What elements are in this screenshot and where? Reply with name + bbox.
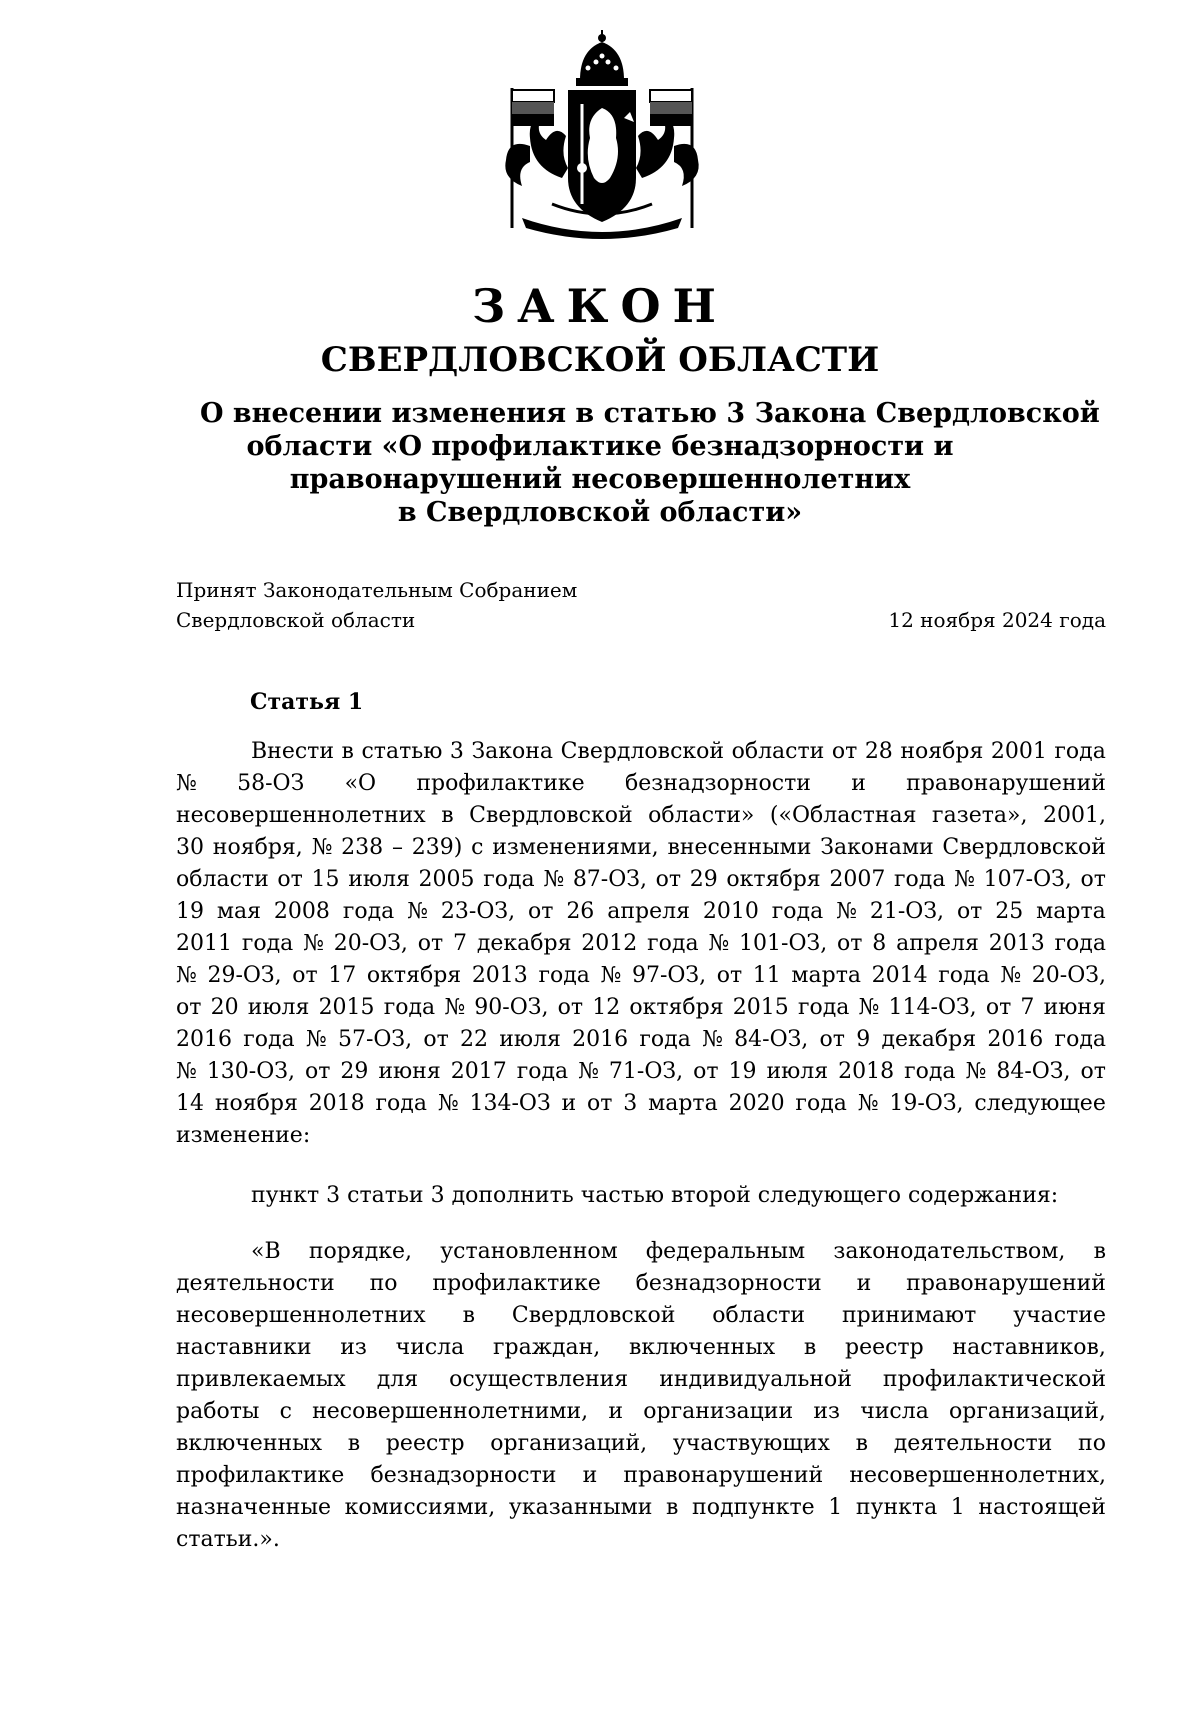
word: 17 (328, 963, 357, 988)
word: от (956, 899, 983, 924)
word: 20-ОЗ, (333, 931, 408, 956)
word: в (803, 1335, 817, 1360)
word: года (538, 963, 590, 988)
word: марта (791, 963, 862, 988)
paragraph-line (176, 1180, 1106, 1212)
word: Свердловской (511, 1303, 676, 1328)
word: 3 (623, 1091, 638, 1116)
word: участие (1013, 1303, 1106, 1328)
word: реестр (844, 1335, 924, 1360)
word: № (600, 963, 622, 988)
word: года (797, 995, 850, 1020)
word: статью (361, 739, 443, 764)
word: организации (643, 1399, 794, 1424)
word: № (702, 1027, 723, 1052)
word: 7 (453, 931, 467, 956)
word: установленном (440, 1239, 618, 1264)
adopted-date: 12 ноября 2024 года (888, 608, 1106, 632)
word: 2005 (418, 867, 475, 892)
word: 2018 (838, 1059, 895, 1084)
word: несовершеннолетних, (849, 1463, 1106, 1488)
word: 20 (210, 995, 239, 1020)
word: 1 (828, 1495, 843, 1520)
word: пункта (855, 1495, 938, 1520)
word: года (383, 995, 436, 1020)
word: от (655, 867, 682, 892)
word: декабря (881, 1027, 977, 1052)
word: от (557, 995, 584, 1020)
word: 14 (176, 1091, 204, 1116)
word: области (731, 739, 825, 764)
word: 114-ОЗ, (888, 995, 977, 1020)
word: комиссиями, (344, 1495, 496, 1520)
word: 3 (449, 739, 464, 764)
word: («Областная (769, 803, 917, 828)
word: 22 (460, 1027, 489, 1052)
word: в (341, 739, 354, 764)
paragraph-line (176, 1492, 1106, 1524)
word: деятельности (176, 1271, 335, 1296)
paragraph-line (176, 960, 1106, 992)
word: ноября, (212, 835, 303, 860)
word: законодательством, (833, 1239, 1066, 1264)
word: 101-ОЗ, (739, 931, 828, 956)
word: № (543, 867, 565, 892)
word: 29 (340, 1059, 369, 1084)
word: несовершеннолетними, (312, 1399, 589, 1424)
article-paragraph-2 (176, 1180, 1106, 1212)
word: июня (1043, 995, 1106, 1020)
paragraph-line (176, 1396, 1106, 1428)
word: 134-ОЗ (469, 1091, 551, 1116)
word: года (516, 1059, 569, 1084)
word: «В (251, 1239, 281, 1264)
word: участвующих (672, 1431, 830, 1456)
word: и (561, 1091, 577, 1116)
word: области» (648, 803, 755, 828)
word: года (483, 867, 535, 892)
word: года (241, 931, 294, 956)
word: апреля (896, 931, 979, 956)
word: 20-ОЗ, (1031, 963, 1106, 988)
word: июля (247, 995, 310, 1020)
word: из (813, 1399, 840, 1424)
word: внесенными (667, 835, 812, 860)
word: 2010 (702, 899, 759, 924)
word: от (837, 931, 863, 956)
word: года (795, 1091, 847, 1116)
word: настоящей (978, 1495, 1106, 1520)
word: правонарушений (623, 1463, 824, 1488)
word: № (858, 995, 880, 1020)
word: организаций, (949, 1399, 1106, 1424)
word: 7 (1020, 995, 1035, 1020)
word: мая (216, 899, 262, 924)
word: Свердловской (942, 835, 1106, 860)
law-name (200, 397, 1100, 529)
paragraph-line (176, 1120, 1106, 1152)
paragraph-line (176, 1024, 1106, 1056)
word: 21-ОЗ, (869, 899, 945, 924)
word: включенных (629, 1335, 776, 1360)
paragraph-line (176, 992, 1106, 1024)
word: июля (766, 1059, 829, 1084)
word: Свердловской (469, 803, 633, 828)
word: в (441, 803, 454, 828)
word: 29 (689, 867, 718, 892)
word: наставники (176, 1335, 312, 1360)
word: 2016 (987, 1027, 1044, 1052)
word: следующее (974, 1091, 1106, 1116)
word: Закона (471, 739, 554, 764)
word: несовершеннолетних (176, 1303, 426, 1328)
word: «О (344, 771, 377, 796)
word: 2015 (318, 995, 375, 1020)
word: 130-ОЗ, (206, 1059, 295, 1084)
word: профилактике (416, 771, 585, 796)
word: года (342, 899, 395, 924)
word: от (527, 899, 554, 924)
word: 58-ОЗ (237, 771, 305, 796)
word: № (437, 1091, 459, 1116)
word: 1 (950, 1495, 965, 1520)
word: безнадзорности (635, 1271, 822, 1296)
word: – (391, 835, 403, 860)
word: № (407, 899, 428, 924)
word: года (1054, 739, 1106, 764)
word: изменениями, (492, 835, 659, 860)
word: 71-ОЗ, (608, 1059, 684, 1084)
word: 84-ОЗ, (734, 1027, 809, 1052)
paragraph-line (176, 1088, 1106, 1120)
word: Внести (251, 739, 335, 764)
word: декабря (476, 931, 572, 956)
word: по (369, 1271, 398, 1296)
word: № (176, 1059, 197, 1084)
word: ноября (214, 1091, 298, 1116)
word: 90-ОЗ, (474, 995, 549, 1020)
word: принимают (841, 1303, 977, 1328)
word: 2017 (450, 1059, 507, 1084)
word: 239) (411, 835, 463, 860)
paragraph-line (176, 1332, 1106, 1364)
word: от (176, 995, 202, 1020)
word: безнадзорности (624, 771, 811, 796)
word: реестр (385, 1431, 465, 1456)
word: области (176, 867, 269, 892)
word: № (954, 867, 975, 892)
word: профилактике (432, 1271, 601, 1296)
word: числа (860, 1399, 929, 1424)
word: от (417, 931, 444, 956)
word: 2012 (581, 931, 638, 956)
word: № (303, 931, 324, 956)
word: в (462, 1303, 475, 1328)
word: № (708, 931, 730, 956)
word: указанными (508, 1495, 653, 1520)
law-name-line: О внесении изменения в статью 3 Закона Свердловской (200, 398, 1100, 429)
word: привлекаемых (176, 1367, 346, 1392)
paragraph-line (176, 864, 1106, 896)
paragraph-line (176, 768, 1106, 800)
word: в (666, 1495, 679, 1520)
word: от (304, 1059, 331, 1084)
word: года (243, 1027, 295, 1052)
word: апреля (607, 899, 690, 924)
word: июня (378, 1059, 441, 1084)
word: по (1078, 1431, 1106, 1456)
word: подпункте (692, 1495, 815, 1520)
word: июля (499, 1027, 561, 1052)
word: от (1080, 1059, 1106, 1084)
paragraph-line (176, 1364, 1106, 1396)
word: ноября (900, 739, 984, 764)
word: от (277, 867, 303, 892)
word: № (176, 771, 197, 796)
paragraph-line (176, 1268, 1106, 1300)
paragraph-line (176, 1056, 1106, 1088)
word: года (647, 931, 699, 956)
word: 12 (592, 995, 621, 1020)
word: в (1093, 1239, 1106, 1264)
word: от (985, 995, 1012, 1020)
adopted-line: Свердловской области (176, 608, 416, 632)
word: 87-ОЗ, (572, 867, 647, 892)
paragraph-line (176, 1300, 1106, 1332)
word: порядке, (308, 1239, 413, 1264)
word: № (857, 1091, 879, 1116)
word: 2001 (990, 739, 1047, 764)
word: индивидуальной (659, 1367, 852, 1392)
article-paragraph-1 (176, 736, 1106, 1152)
word: № (578, 1059, 599, 1084)
word: 97-ОЗ, (631, 963, 707, 988)
word: 19-ОЗ, (889, 1091, 964, 1116)
adopted-line: Принят Законодательным Собранием (176, 578, 578, 602)
word: 2018 (308, 1091, 365, 1116)
word: от (292, 963, 318, 988)
word: 2016 (572, 1027, 629, 1052)
word: из (340, 1335, 367, 1360)
word: 26 (566, 899, 595, 924)
law-name-line: в Свердловской области» (397, 497, 803, 528)
word: 2016 (176, 1027, 232, 1052)
paragraph-line-text: изменение: (176, 1123, 311, 1148)
word: 11 (752, 963, 781, 988)
word: № (176, 963, 197, 988)
word: от (716, 963, 743, 988)
word: 19 (728, 1059, 757, 1084)
word: с (279, 1399, 292, 1424)
paragraph-line (176, 1428, 1106, 1460)
word: профилактике (176, 1463, 345, 1488)
word: профилактической (882, 1367, 1106, 1392)
word: Законами (820, 835, 934, 860)
word: граждан, (493, 1335, 601, 1360)
word: 2013 (988, 931, 1045, 956)
word: года (938, 963, 990, 988)
word: и (582, 1463, 598, 1488)
word: правонарушений (906, 771, 1106, 796)
word: 2020 (728, 1091, 785, 1116)
word: № (1000, 963, 1022, 988)
word: наставников, (952, 1335, 1106, 1360)
word: Свердловской (560, 739, 725, 764)
word: и (851, 771, 866, 796)
word: числа (395, 1335, 465, 1360)
paragraph-line (176, 1524, 1106, 1556)
word: газета», (932, 803, 1028, 828)
word: 25 (995, 899, 1024, 924)
paragraph-line (176, 1460, 1106, 1492)
word: 23-ОЗ, (440, 899, 516, 924)
word: деятельности (893, 1431, 1053, 1456)
word: 9 (856, 1027, 871, 1052)
word: октября (366, 963, 462, 988)
word: федеральным (645, 1239, 806, 1264)
word: № (311, 835, 333, 860)
word: 2014 (871, 963, 928, 988)
word: года (1054, 1027, 1106, 1052)
word: 2015 (732, 995, 789, 1020)
coat-of-arms-icon (472, 28, 732, 250)
word: марта (648, 1091, 718, 1116)
article-heading: Статья 1 (250, 689, 364, 715)
law-name-line: правонарушений несовершеннолетних (289, 464, 911, 495)
law-name-line: области «О профилактике безнадзорности и (246, 431, 954, 462)
paragraph-line (176, 928, 1106, 960)
word: осуществления (449, 1367, 629, 1392)
word: года (771, 899, 824, 924)
word: в (347, 1431, 361, 1456)
word: 29-ОЗ, (207, 963, 282, 988)
word: для (376, 1367, 419, 1392)
word: от (819, 1027, 845, 1052)
adopted-by (176, 575, 577, 635)
word: правонарушений (906, 1271, 1106, 1296)
word: № (305, 1027, 327, 1052)
paragraph-line (176, 832, 1106, 864)
word: от (587, 1091, 613, 1116)
paragraph-line (176, 800, 1106, 832)
word: июля (348, 867, 410, 892)
document-title: ЗАКОН (471, 279, 729, 333)
word: октября (726, 867, 821, 892)
word: 28 (864, 739, 893, 764)
document-subtitle: СВЕРДЛОВСКОЙ ОБЛАСТИ (320, 340, 880, 380)
word: года (904, 1059, 956, 1084)
word: 238 (341, 835, 384, 860)
paragraph-line (176, 1236, 1106, 1268)
paragraph-line (176, 896, 1106, 928)
word: с (471, 835, 484, 860)
word: года (639, 1027, 691, 1052)
article-paragraph-3 (176, 1236, 1106, 1556)
word: работы (176, 1399, 260, 1424)
word: 2001, (1043, 803, 1106, 828)
paragraph-line-text: пункт 3 статьи 3 дополнить частью второй следующего содержания: (251, 1183, 1059, 1208)
word: 2013 (471, 963, 528, 988)
word: 8 (872, 931, 887, 956)
word: 107-ОЗ, (983, 867, 1072, 892)
word: области (712, 1303, 806, 1328)
word: марта (1036, 899, 1106, 924)
word: от (693, 1059, 719, 1084)
word: от (1080, 867, 1106, 892)
word: 84-ОЗ, (996, 1059, 1071, 1084)
word: года (375, 1091, 427, 1116)
word: года (894, 867, 946, 892)
word: № (444, 995, 466, 1020)
word: 2007 (829, 867, 886, 892)
word: № (965, 1059, 987, 1084)
word: № (836, 899, 857, 924)
word: 30 (176, 835, 204, 860)
word: несовершеннолетних (176, 803, 426, 828)
word: от (831, 739, 858, 764)
word: и (856, 1271, 872, 1296)
word: октября (629, 995, 724, 1020)
word: 2008 (273, 899, 330, 924)
word: 2011 (176, 931, 232, 956)
word: 15 (311, 867, 340, 892)
word: назначенные (176, 1495, 331, 1520)
paragraph-line (176, 736, 1106, 768)
word: 57-ОЗ, (337, 1027, 413, 1052)
word: года (1054, 931, 1106, 956)
word: в (855, 1431, 868, 1456)
word: включенных (176, 1431, 323, 1456)
word: и (608, 1399, 624, 1424)
word: безнадзорности (370, 1463, 557, 1488)
word: 19 (176, 899, 204, 924)
word: от (423, 1027, 449, 1052)
word: организаций, (490, 1431, 648, 1456)
paragraph-line-text: статьи.». (176, 1527, 280, 1552)
